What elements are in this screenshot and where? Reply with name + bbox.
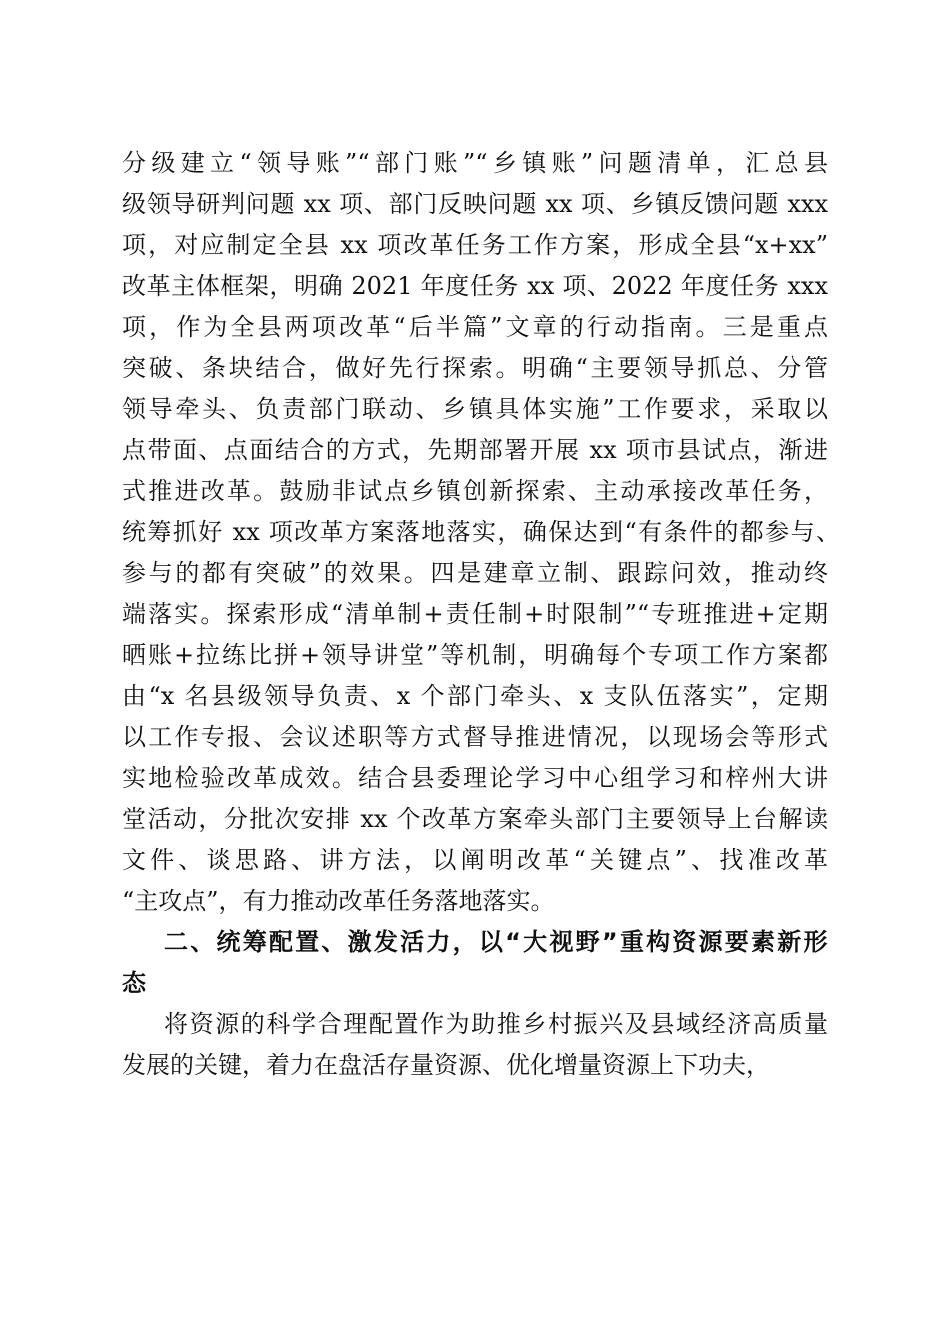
paragraph-1-line: 突破、条块结合，做好先行探索。明确“主要领导抓总、分管 — [122, 354, 828, 382]
paragraph-1-line: 实地检验改革成效。结合县委理论学习中心组学习和梓州大讲 — [122, 764, 828, 792]
paragraph-1-line: 式推进改革。鼓励非试点乡镇创新探索、主动承接改革任务， — [122, 477, 828, 505]
paragraph-1-line: 晒账+拉练比拼+领导讲堂”等机制，明确每个专项工作方案都 — [122, 641, 828, 669]
paragraph-1-line: 分级建立“领导账”“部门账”“乡镇账”问题清单，汇总县 — [122, 149, 828, 177]
paragraph-1-line: 参与的都有突破”的效果。四是建章立制、跟踪问效，推动终 — [122, 559, 828, 587]
paragraph-1-line: 统筹抓好 xx 项改革方案落地落实，确保达到“有条件的都参与、 — [122, 518, 840, 546]
paragraph-1-line: 以工作专报、会议述职等方式督导推进情况，以现场会等形式 — [122, 723, 828, 751]
paragraph-2-line: 发展的关键，着力在盘活存量资源、优化增量资源上下功夫， — [122, 1051, 770, 1079]
paragraph-1-line: 端落实。探索形成“清单制+责任制+时限制”“专班推进+定期 — [122, 600, 828, 628]
paragraph-1-line: 文件、谈思路、讲方法，以阐明改革“关键点”、找准改革 — [122, 846, 828, 874]
paragraph-1-line: 堂活动，分批次安排 xx 个改革方案牵头部门主要领导上台解读 — [122, 805, 828, 833]
paragraph-1-line: 由“x 名县级领导负责、x 个部门牵头、x 支队伍落实”，定期 — [122, 682, 828, 710]
paragraph-1-line: 级领导研判问题 xx 项、部门反映问题 xx 项、乡镇反馈问题 xxx — [122, 190, 828, 218]
paragraph-1-line: 领导牵头、负责部门联动、乡镇具体实施”工作要求，采取以 — [122, 395, 828, 423]
paragraph-1-line: 项，作为全县两项改革“后半篇”文章的行动指南。三是重点 — [122, 313, 828, 341]
paragraph-1-line: “主攻点”，有力推动改革任务落地落实。 — [122, 887, 555, 915]
paragraph-1-line: 项，对应制定全县 xx 项改革任务工作方案，形成全县“x+xx” — [122, 231, 828, 259]
heading-line: 态 — [122, 969, 147, 997]
paragraph-1-line: 改革主体框架，明确 2021 年度任务 xx 项、2022 年度任务 xxx — [122, 272, 828, 300]
heading-line: 二、统筹配置、激发活力，以“大视野”重构资源要素新形 — [164, 928, 828, 956]
paragraph-2-line: 将资源的科学合理配置作为助推乡村振兴及县域经济高质量 — [164, 1010, 828, 1038]
paragraph-1-line: 点带面、点面结合的方式，先期部署开展 xx 项市县试点，渐进 — [122, 436, 828, 464]
